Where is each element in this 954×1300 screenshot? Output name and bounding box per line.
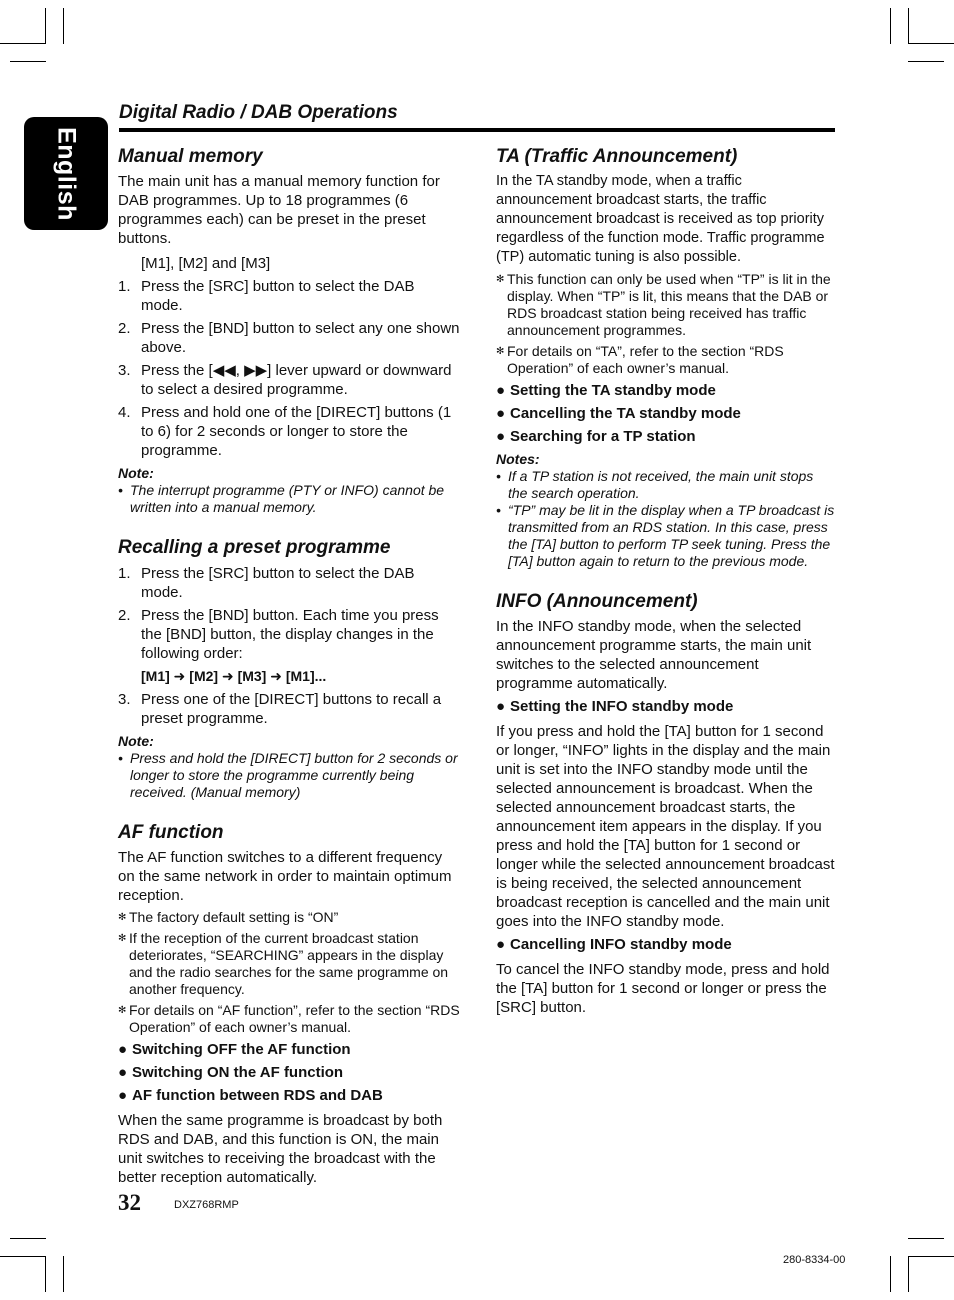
list-item: 4. Press and hold one of the [DIRECT] buttons (1 to 6) for 2 seconds or longer to store the programme. [118,404,452,459]
af-intro: The AF function switches to a different frequency on the same network in order to maintain optimum reception. [118,849,452,904]
note-item: • If a TP station is not received, the main unit stops the search operation. [496,468,814,501]
language-tab [24,117,108,230]
manual-memory-steps [118,277,460,460]
notes-heading: Notes: [496,451,540,467]
af-bullet: ● AF function between RDS and DAB [118,1087,383,1104]
ta-heading: TA (Traffic Announcement) [496,146,738,167]
note-item: • The interrupt programme (PTY or INFO) cannot be written into a manual memory. [118,482,445,515]
preset-order: [M1] ➜ [M2] ➜ [M3] ➜ [M1]... [141,668,327,684]
page-number: 32 [118,1190,141,1215]
preset-list: [M1], [M2] and [M3] [141,255,271,272]
document-number: 280-8334-00 [783,1254,846,1266]
af-heading: AF function [118,822,224,843]
recalling-heading: Recalling a preset programme [118,537,391,558]
af-note: ✻ If the reception of the current broadcast station deteriorates, “SEARCHING” appears in the display and the radio searches for the same programme on another frequency. [118,930,449,997]
af-note: ✻ The factory default setting is “ON” [118,909,339,925]
left-column [118,145,460,1187]
note-item: • “TP” may be lit in the display when a TP broadcast is transmitted from an RDS station. In this case, press the [TA] button to perform TP seek tuning. Press the [TA] button again to return to the previous mode. [496,502,835,569]
recalling-steps-cont [118,690,460,728]
note-heading: Note: [118,733,154,749]
ta-note: ✻ For details on “TA”, refer to the section “RDS Operation” of each owner’s manual. [496,343,784,376]
list-item: 1. Press the [SRC] button to select the DAB mode. [118,278,415,314]
info-bullet: ● Cancelling INFO standby mode [496,936,732,953]
section-rule [119,128,835,132]
info-intro: In the INFO standby mode, when the selected announcement programme starts, the main unit switches to the selected announcement programme automatically. [496,618,812,692]
list-item: 2. Press the [BND] button to select any one shown above. [118,320,460,356]
section-title: Digital Radio / DAB Operations [119,102,398,123]
recalling-steps [118,564,460,663]
list-item: 3. Press the [◀◀, ▶▶] lever upward or downward to select a desired programme. [118,362,452,398]
info-heading: INFO (Announcement) [496,591,698,612]
af-bullet: ● Switching ON the AF function [118,1064,344,1081]
language-tab-label: English [52,126,81,221]
info-para: To cancel the INFO standby mode, press and hold the [TA] button for 1 second or longer or press the [SRC] button. [496,961,830,1016]
manual-memory-intro: The main unit has a manual memory function for DAB programmes. Up to 18 programmes (6 programmes each) can be preset in the preset buttons. [118,173,440,247]
ta-bullet: ● Searching for a TP station [496,428,696,445]
note-item: • Press and hold the [DIRECT] button for 2 seconds or longer to store the programme currently being received. (Manual memory) [118,750,458,800]
manual-memory-heading: Manual memory [118,146,263,167]
af-outro: When the same programme is broadcast by both RDS and DAB, and this function is ON, the main unit switches to receiving the broadcast with the better reception automatically. [118,1112,443,1186]
ta-bullet: ● Cancelling the TA standby mode [496,405,741,422]
list-item: 1. Press the [SRC] button to select the DAB mode. [118,565,415,601]
ta-bullet: ● Setting the TA standby mode [496,382,716,399]
af-note: ✻ For details on “AF function”, refer to the section “RDS Operation” of each owner’s manual. [118,1002,460,1035]
note-heading: Note: [118,465,154,481]
af-bullet: ● Switching OFF the AF function [118,1041,351,1058]
list-item: 2. Press the [BND] button. Each time you press the [BND] button, the display changes in the following order: [118,607,439,662]
model-number: DXZ768RMP [174,1199,239,1211]
ta-intro: In the TA standby mode, when a traffic announcement broadcast starts, the traffic announcement broadcast is received as top priority regardless of the function mode. Traffic programme (TP) automatic tuning is also possible. [496,173,825,265]
info-bullet: ● Setting the INFO standby mode [496,698,734,715]
list-item: 3. Press one of the [DIRECT] buttons to recall a preset programme. [118,691,442,727]
right-column [496,145,836,1017]
ta-note: ✻ This function can only be used when “TP” is lit in the display. When “TP” is lit, this means that the DAB or RDS broadcast station being received has traffic announcement programmes. [496,271,831,338]
info-para: If you press and hold the [TA] button for 1 second or longer, “INFO” lights in the display and the main unit is set into the INFO standby mode until the selected announcement is broadcast. When the selected announcement broadcast starts, the announcement item appears in the display. If you press and hold the [TA] button for 1 second or longer while the selected announcement broadcast is being received, the selected announcement broadcast reception is cancelled and the main unit goes into the INFO standby mode. [496,723,835,930]
